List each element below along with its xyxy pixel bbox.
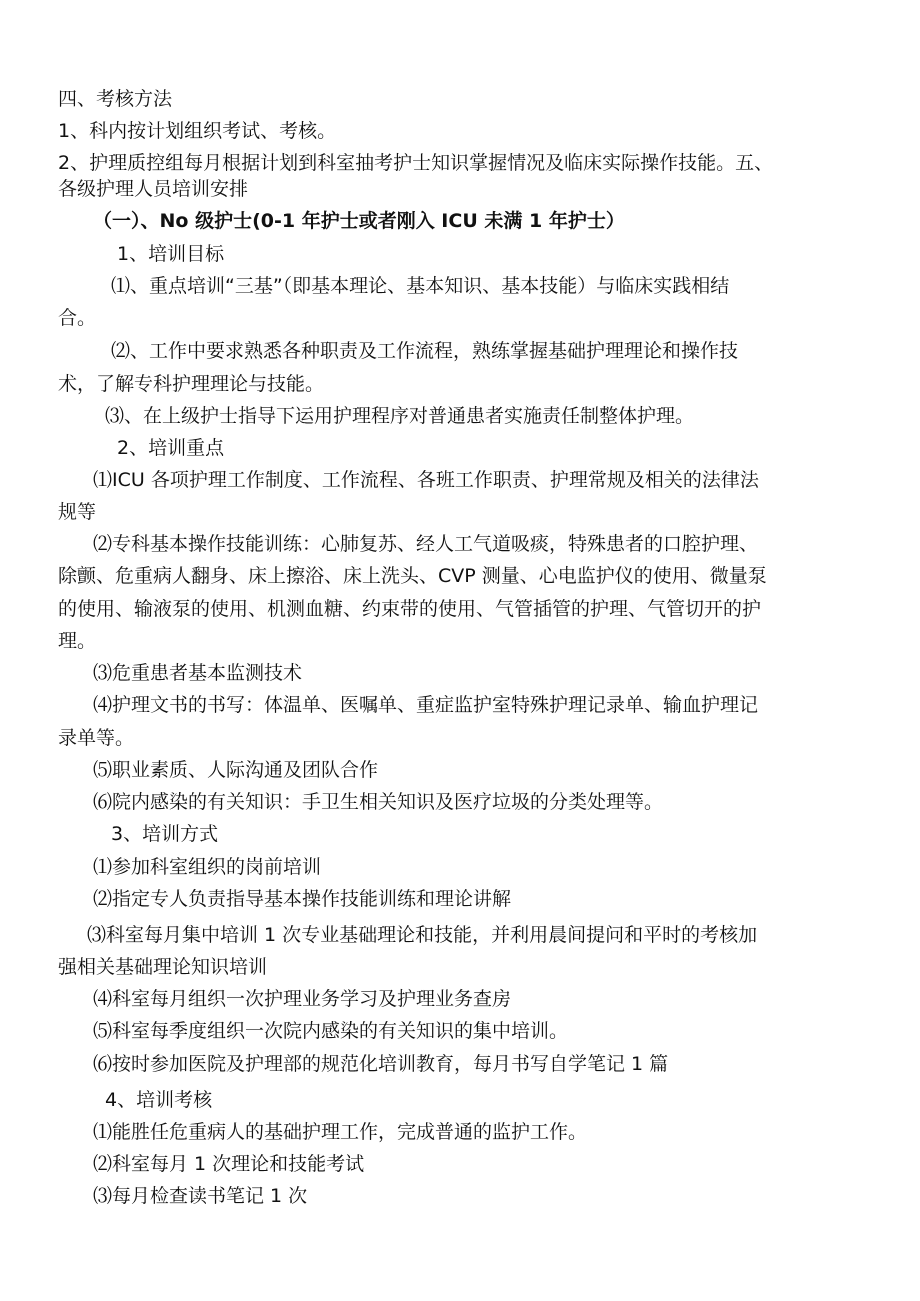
text-line: ⑶科室每月集中培训 1 次专业基础理论和技能，并利用晨间提问和平时的考核加 [87,924,758,946]
text-line: ⑴ICU 各项护理工作制度、工作流程、各班工作职责、护理常规及相关的法律法 [93,469,759,491]
text-line: ⑶危重患者基本监测技术 [93,662,303,684]
text-line: 合。 [58,307,97,329]
text-line: 强相关基础理论知识培训 [58,956,268,978]
text-line: ⑸科室每季度组织一次院内感染的有关知识的集中培训。 [93,1020,569,1042]
text-line: 规等 [58,501,97,523]
text-line: 除颤、危重病人翻身、床上擦浴、床上洗头、CVP 测量、心电监护仪的使用、微量泵 [58,565,767,587]
text-line: ⑷科室每月组织一次护理业务学习及护理业务查房 [93,988,512,1010]
text-line: 2、护理质控组每月根据计划到科室抽考护士知识掌握情况及临床实际操作技能。五、 [58,152,774,174]
text-line: ⑷护理文书的书写：体温单、医嘱单、重症监护室特殊护理记录单、输血护理记 [93,694,759,716]
text-line: ⑵、工作中要求熟悉各种职责及工作流程，熟练掌握基础护理理论和操作技 [111,340,739,362]
item-heading-training-focus: 2、培训重点 [117,437,225,459]
text-line: 录单等。 [58,727,135,749]
subsection-heading-no-level-nurse: （一）、No 级护士(0-1 年护士或者刚入 ICU 未满 1 年护士） [93,210,625,232]
item-heading-training-goal: 1、培训目标 [117,243,225,265]
text-line: ⑵专科基本操作技能训练：心肺复苏、经人工气道吸痰，特殊患者的口腔护理、 [93,533,759,555]
section-heading-assessment-method: 四、考核方法 [58,88,173,110]
text-line: ⑵科室每月 1 次理论和技能考试 [93,1153,365,1175]
text-line: ⑸职业素质、人际沟通及团队合作 [93,759,379,781]
text-line: ⑴能胜任危重病人的基础护理工作，完成普通的监护工作。 [93,1121,588,1143]
item-heading-training-method: 3、培训方式 [111,823,219,845]
text-line: ⑶、在上级护士指导下运用护理程序对普通患者实施责任制整体护理。 [105,405,695,427]
text-line: ⑹按时参加医院及护理部的规范化培训教育，每月书写自学笔记 1 篇 [93,1053,669,1075]
text-line: ⑶每月检查读书笔记 1 次 [93,1185,308,1207]
text-line: ⑴、重点培训“三基”（即基本理论、基本知识、基本技能）与临床实践相结 [111,275,730,297]
text-line: ⑵指定专人负责指导基本操作技能训练和理论讲解 [93,888,512,910]
text-line: ⑴参加科室组织的岗前培训 [93,856,322,878]
text-line: 术，了解专科护理理论与技能。 [58,373,325,395]
text-line: 1、科内按计划组织考试、考核。 [58,120,337,142]
section-heading-training-arrangement: 各级护理人员培训安排 [58,178,249,200]
text-line: 的使用、输液泵的使用、机测血糖、约束带的使用、气管插管的护理、气管切开的护 [58,598,762,620]
text-line: 理。 [58,630,97,652]
item-heading-training-assessment: 4、培训考核 [105,1089,213,1111]
text-line: ⑹院内感染的有关知识：手卫生相关知识及医疗垃圾的分类处理等。 [93,791,664,813]
